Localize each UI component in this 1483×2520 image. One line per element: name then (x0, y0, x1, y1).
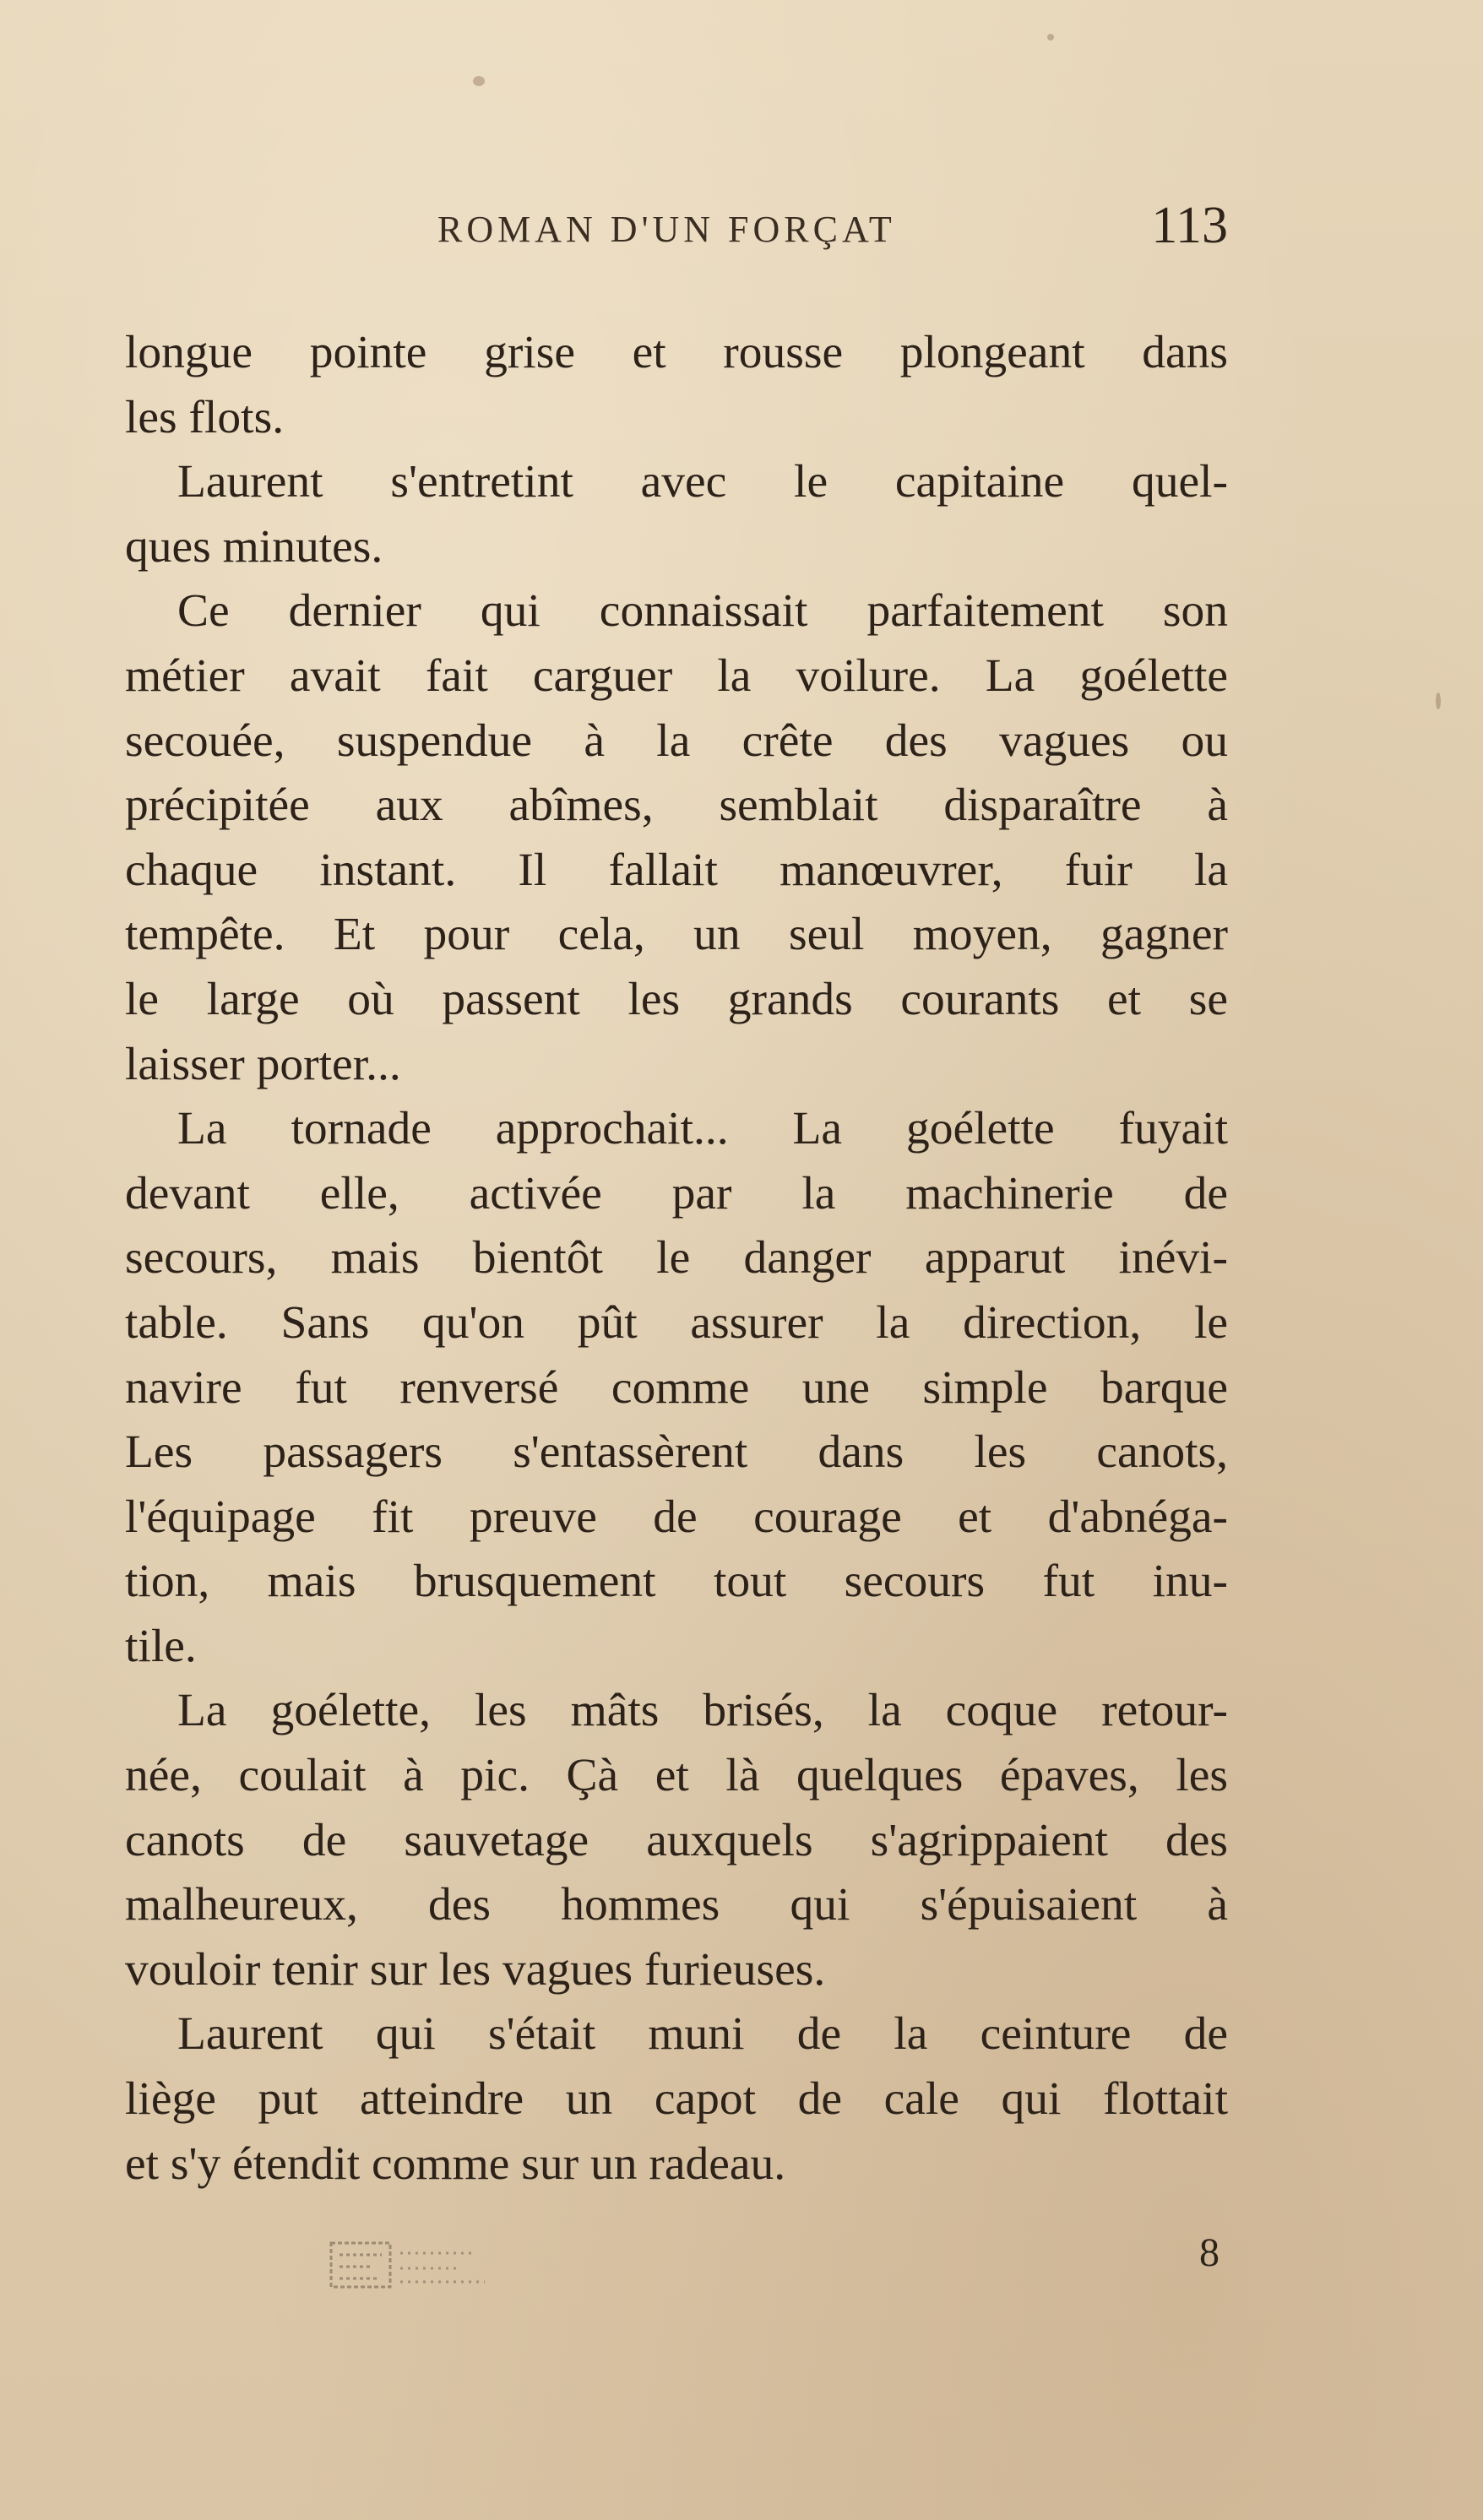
running-title: ROMAN D'UN FORÇAT (437, 209, 896, 250)
text-line: métier avait fait carguer la voilure. La goélette (125, 649, 1228, 702)
text-line: les flots. (125, 391, 285, 443)
text-line: secours, mais bientôt le danger apparut inévi- (125, 1232, 1228, 1284)
text-line: tile. (125, 1620, 197, 1672)
paper-speck (1436, 692, 1441, 709)
text-line: navire fut renversé comme une simple barque (125, 1361, 1228, 1414)
text-line: chaque instant. Il fallait manœuvrer, fuir la (125, 844, 1228, 896)
signature-mark: 8 (1199, 2230, 1220, 2275)
text-line: canots de sauvetage auxquels s'agrippaient des (125, 1814, 1228, 1866)
text-line: précipitée aux abîmes, semblait disparaître à (125, 779, 1228, 832)
text-line: Les passagers s'entassèrent dans les canots, (125, 1426, 1228, 1479)
page-number: 113 (1151, 197, 1228, 254)
text-line: liège put atteindre un capot de cale qui flottait (125, 2073, 1228, 2126)
text-line: tempête. Et pour cela, un seul moyen, gagner (125, 909, 1228, 961)
text-line: tion, mais brusquement tout secours fut inu- (125, 1556, 1228, 1608)
faded-stamp (328, 2238, 505, 2294)
text-line: longue pointe grise et rousse plongeant dans (125, 327, 1228, 378)
text-line: ques minutes. (125, 520, 383, 573)
paper-speck (1047, 34, 1054, 41)
text-line: devant elle, activée par la machinerie de (125, 1167, 1228, 1219)
text-line: Ce dernier qui connaissait parfaitement son (177, 585, 1228, 638)
text-line: née, coulait à pic. Çà et là quelques épaves, les (125, 1750, 1228, 1802)
text-line: table. Sans qu'on pût assurer la direction, le (125, 1296, 1228, 1349)
text-line: Laurent s'entretint avec le capitaine quel- (177, 456, 1228, 508)
text-line: Laurent qui s'était muni de la ceinture de (177, 2008, 1228, 2061)
text-line: laisser porter... (125, 1038, 401, 1090)
text-line: le large où passent les grands courants et se (125, 973, 1228, 1025)
paper-speck (473, 76, 485, 86)
text-line: et s'y étendit comme sur un radeau. (125, 2137, 786, 2190)
text-line: La tornade approchait... La goélette fuyait (177, 1103, 1228, 1155)
text-line: vouloir tenir sur les vagues furieuses. (125, 1943, 826, 1996)
page-footer (125, 2229, 1228, 2305)
text-line: secouée, suspendue à la crête des vagues ou (125, 714, 1228, 767)
body-text (125, 321, 1228, 2197)
running-head (125, 196, 1228, 263)
text-line: La goélette, les mâts brisés, la coque retour- (177, 1685, 1228, 1737)
text-line: malheureux, des hommes qui s'épuisaient à (125, 1879, 1228, 1931)
text-line: l'équipage fit preuve de courage et d'abnéga- (125, 1491, 1228, 1543)
